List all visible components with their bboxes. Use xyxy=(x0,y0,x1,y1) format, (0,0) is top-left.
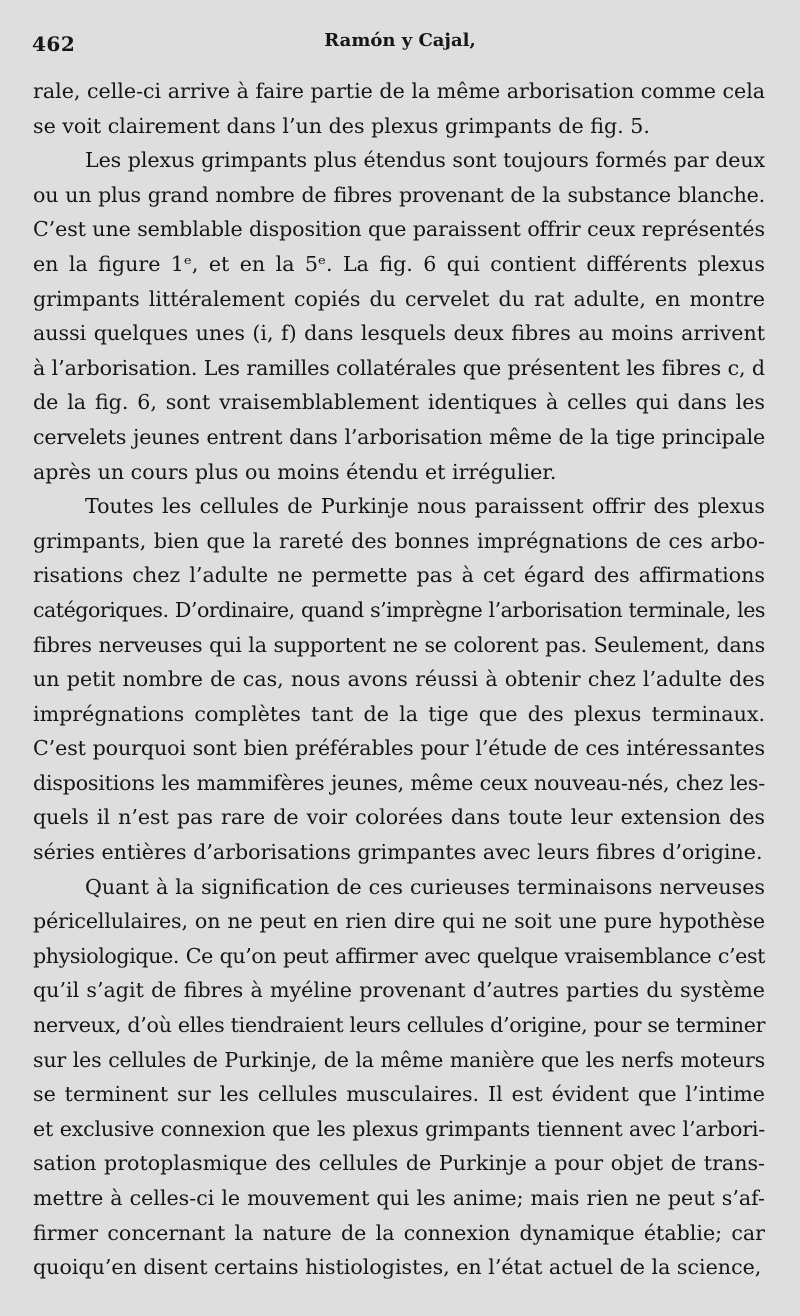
text-line: nerveux, d’où elles tiendraient leurs cellules d’origine, pour se terminer xyxy=(33,1013,766,1038)
text-line: mettre à celles-ci le mouvement qui les anime; mais rien ne peut s’af- xyxy=(33,1186,765,1210)
text-line: cervelets jeunes entrent dans l’arborisation même de la tige principale xyxy=(33,424,765,449)
text-line: de la fig. 6, sont vraisemblablement identiques à celles qui dans les xyxy=(33,390,765,415)
text-line: se terminent sur les cellules musculaires. Il est évident que l’intime xyxy=(33,1082,765,1107)
text-line: Les plexus grimpants plus étendus sont toujours formés par deux xyxy=(85,148,765,173)
text-line: en la figure 1ᵉ, et en la 5ᵉ. La fig. 6 qui contient différents plexus xyxy=(33,251,765,276)
text-line: Quant à la signification de ces curieuses terminaisons nerveuses xyxy=(85,874,765,899)
text-line: un petit nombre de cas, nous avons réussi à obtenir chez l’adulte des xyxy=(33,667,765,692)
running-head: Ramón y Cajal, xyxy=(324,30,476,51)
text-line: qu’il s’agit de fibres à myéline provenant d’autres parties du système xyxy=(33,978,765,1003)
paragraph xyxy=(33,74,765,143)
text-line: ou un plus grand nombre de fibres provenant de la substance blanche. xyxy=(33,182,765,207)
text-line: à l’arborisation. Les ramilles collatérales que présentent les fibres c, d xyxy=(33,355,765,380)
text-line: firmer concernant la nature de la connexion dynamique établie; car xyxy=(33,1220,765,1245)
text-line: C’est une semblable disposition que paraissent offrir ceux représentés xyxy=(33,217,765,242)
text-line: se voit clairement dans l’un des plexus grimpants de fig. 5. xyxy=(33,113,650,138)
text-line: quoiqu’en disent certains histiologistes, en l’état actuel de la science, xyxy=(33,1255,762,1280)
text-line: quels il n’est pas rare de voir colorées dans toute leur extension des xyxy=(33,805,765,830)
page-header xyxy=(0,28,800,58)
paragraph xyxy=(33,870,765,1285)
text-line: sur les cellules de Purkinje, de la même manière que les nerfs moteurs xyxy=(33,1047,765,1072)
text-line: et exclusive connexion que les plexus grimpants tiennent avec l’arbori- xyxy=(33,1116,765,1141)
text-line: grimpants, bien que la rareté des bonnes imprégnations de ces arbo- xyxy=(33,528,765,553)
page-number: 462 xyxy=(32,32,76,56)
text-line: catégoriques. D’ordinaire, quand s’imprègne l’arborisation terminale, les xyxy=(33,597,765,622)
text-line: C’est pourquoi sont bien préférables pour l’étude de ces intéressantes xyxy=(33,736,765,761)
paragraph xyxy=(33,489,765,870)
text-line: rale, celle-ci arrive à faire partie de la même arborisation comme cela xyxy=(33,79,766,103)
text-line: séries entières d’arborisations grimpantes avec leurs fibres d’origine. xyxy=(33,840,763,865)
body-text xyxy=(33,74,765,1285)
text-line: imprégnations complètes tant de la tige que des plexus terminaux. xyxy=(33,701,765,726)
text-line: risations chez l’adulte ne permette pas à cet égard des affirmations xyxy=(33,563,765,588)
text-line: grimpants littéralement copiés du cervelet du rat adulte, en montre xyxy=(33,286,765,311)
text-line: après un cours plus ou moins étendu et irrégulier. xyxy=(33,459,557,484)
paragraph xyxy=(33,143,765,489)
text-line: Toutes les cellules de Purkinje nous paraissent offrir des plexus xyxy=(85,494,765,519)
text-line: dispositions les mammifères jeunes, même ceux nouveau-nés, chez les- xyxy=(33,770,765,795)
text-line: fibres nerveuses qui la supportent ne se colorent pas. Seulement, dans xyxy=(33,632,765,657)
text-line: physiologique. Ce qu’on peut affirmer avec quelque vraisemblance c’est xyxy=(33,943,765,968)
text-line: sation protoplasmique des cellules de Purkinje a pour objet de trans- xyxy=(33,1151,765,1176)
text-line: aussi quelques unes (i, f) dans lesquels deux fibres au moins arrivent xyxy=(33,321,765,346)
text-line: péricellulaires, on ne peut en rien dire qui ne soit une pure hypothèse xyxy=(33,909,765,934)
